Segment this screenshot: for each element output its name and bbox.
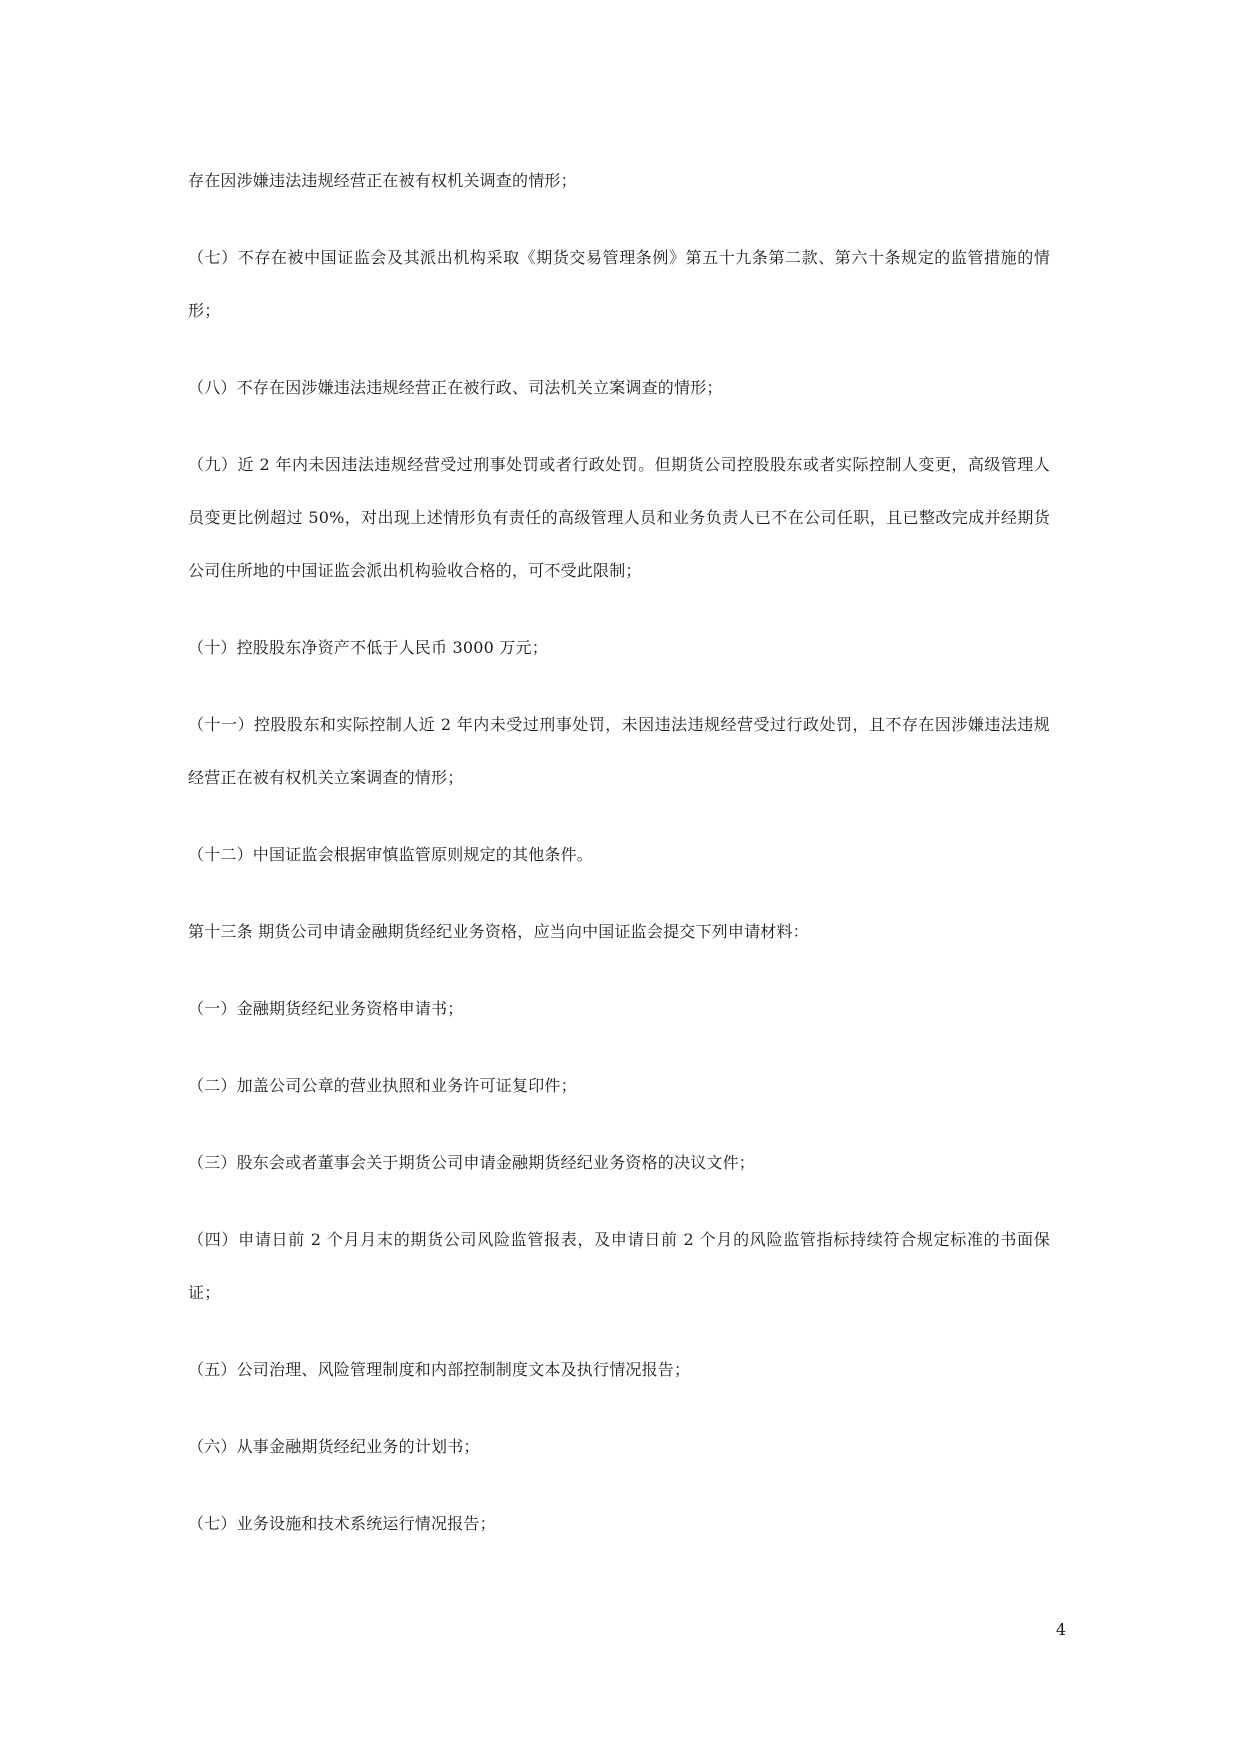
paragraph-9: （一）金融期货经纪业务资格申请书； [188,999,464,1018]
paragraph-6: （十一）控股股东和实际控制人近 2 年内未受过刑事处罚，未因违法违规经营受过行政处罚，且不存在因涉嫌违法违规经营正在被有权机关立案调查的情形； [188,715,1050,787]
paragraph-7: （十二）中国证监会根据审慎监管原则规定的其他条件。 [188,845,594,864]
paragraph-1: 存在因涉嫌违法违规经营正在被有权机关调查的情形； [188,171,577,190]
paragraph-12: （四）申请日前 2 个月月末的期货公司风险监管报表，及申请日前 2 个月的风险监管指标持续符合规定标准的书面保证； [188,1230,1050,1302]
paragraph-13: （五）公司治理、风险管理制度和内部控制制度文本及执行情况报告； [188,1360,691,1379]
paragraph-4: （九）近 2 年内未因违法违规经营受过刑事处罚或者行政处罚。但期货公司控股股东或者实际控制人变更，高级管理人员变更比例超过 50%，对出现上述情形负有责任的高级管理人员和业务负责人已不在公司任职，且已整改完成并经期货公司住所地的中国证监会派出机构验收合格的，可不受此限制； [188,455,1050,580]
paragraph-3: （八）不存在因涉嫌违法违规经营正在被行政、司法机关立案调查的情形； [188,378,723,397]
document-body [188,154,1050,1574]
paragraph-10: （二）加盖公司公章的营业执照和业务许可证复印件； [188,1076,577,1095]
paragraph-2: （七）不存在被中国证监会及其派出机构采取《期货交易管理条例》第五十九条第二款、第六十条规定的监管措施的情形； [188,248,1050,320]
page-number: 4 [1055,1620,1066,1639]
paragraph-15: （七）业务设施和技术系统运行情况报告； [188,1514,496,1533]
paragraph-8-article-13: 第十三条 期货公司申请金融期货经纪业务资格，应当向中国证监会提交下列申请材料： [188,922,809,941]
paragraph-14: （六）从事金融期货经纪业务的计划书； [188,1437,480,1456]
paragraph-11: （三）股东会或者董事会关于期货公司申请金融期货经纪业务资格的决议文件； [188,1153,756,1172]
paragraph-5: （十）控股股东净资产不低于人民币 3000 万元； [188,638,548,657]
